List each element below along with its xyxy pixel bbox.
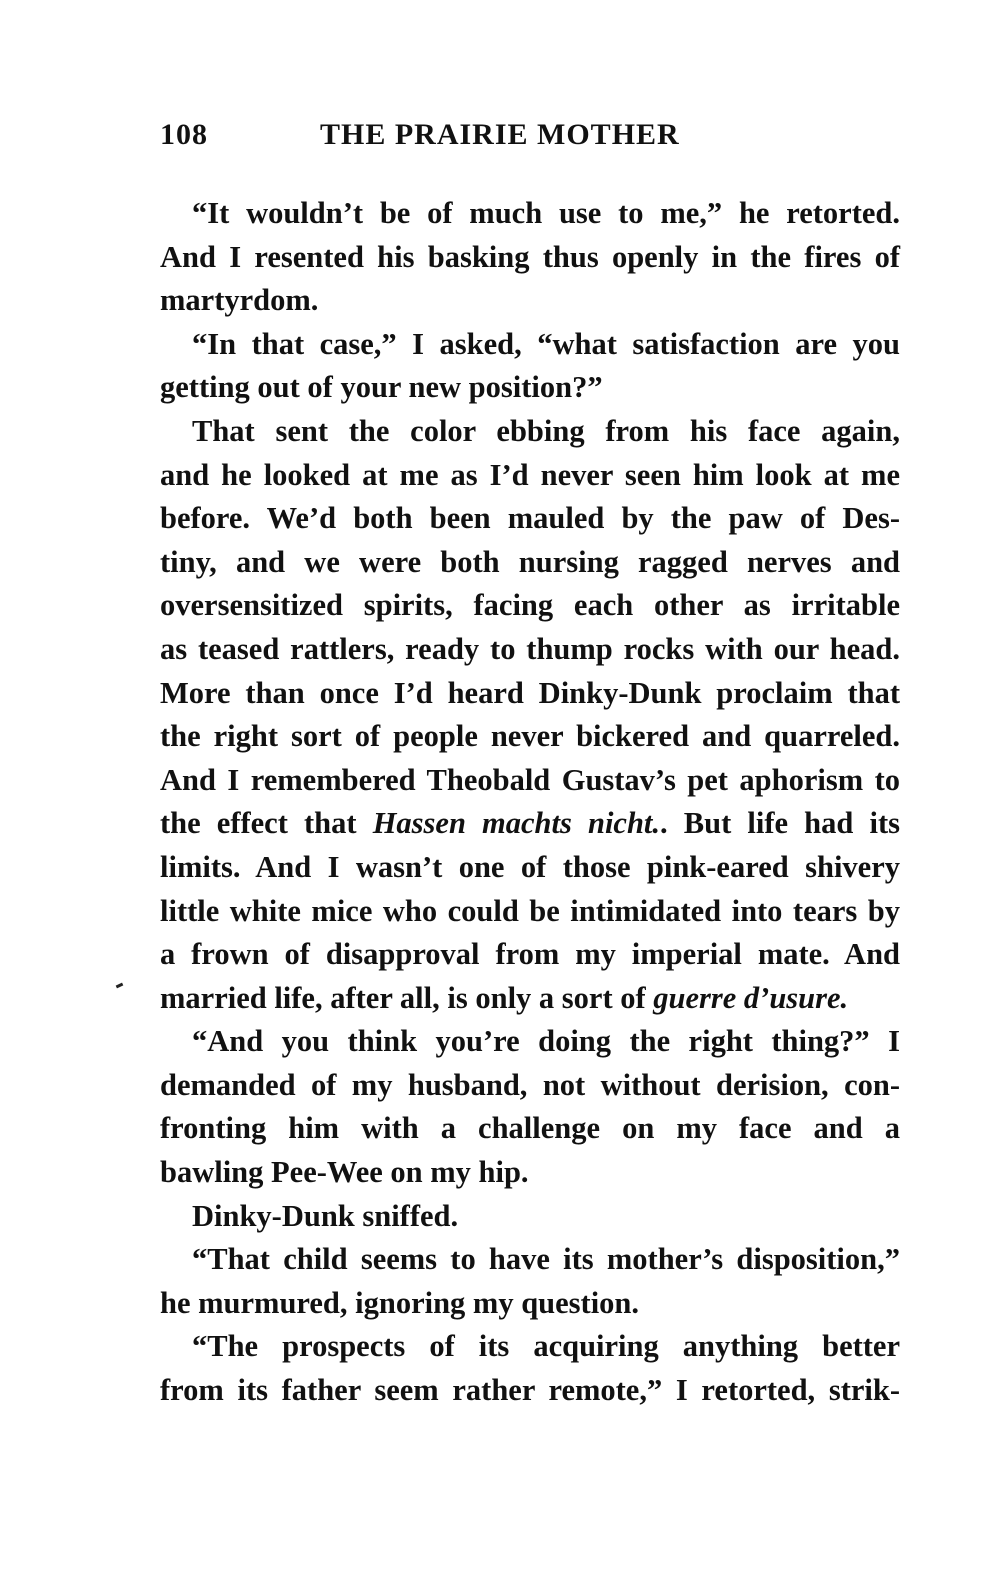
body-text	[160, 192, 900, 1413]
text-line: from its father seem rather remote,” I retorted, strik-	[160, 1373, 900, 1408]
text-segment: the effect that	[160, 806, 373, 841]
text-line: tiny, and we were both nursing ragged nerves and	[160, 544, 900, 579]
text-line: That sent the color ebbing from his face again,	[192, 413, 900, 448]
text-line: and he looked at me as I’d never seen him look at me	[160, 457, 900, 492]
text-line: demanded of my husband, not without derision, con-	[160, 1067, 900, 1102]
text-line: And I resented his basking thus openly in the fires of	[160, 239, 900, 274]
text-line: “And you think you’re doing the right thing?” I	[192, 1024, 900, 1059]
italic-phrase: Hassen machts nicht.	[372, 806, 661, 841]
text-line: oversensitized spirits, facing each other as irritable	[160, 588, 900, 623]
text-line: martyrdom.	[160, 283, 319, 318]
text-line: And I remembered Theobald Gustav’s pet aphorism to	[160, 762, 900, 797]
page-number: 108	[160, 118, 208, 151]
text-line: little white mice who could be intimidated into tears by	[160, 893, 900, 928]
text-line: he murmured, ignoring my question.	[160, 1285, 640, 1320]
running-title: THE PRAIRIE MOTHER	[320, 118, 680, 151]
text-line: “The prospects of its acquiring anything better	[192, 1329, 900, 1364]
text-line: “In that case,” I asked, “what satisfaction are you	[192, 326, 900, 361]
text-line: before. We’d both been mauled by the paw of Des-	[160, 501, 900, 536]
text-line: limits. And I wasn’t one of those pink-eared shivery	[160, 849, 900, 884]
text-line: a frown of disapproval from my imperial mate. And	[160, 937, 900, 972]
text-segment: married life, after all, is only a sort of	[160, 980, 654, 1015]
text-line: More than once I’d heard Dinky-Dunk proclaim that	[160, 675, 900, 710]
text-line: Dinky-Dunk sniffed.	[192, 1198, 459, 1233]
text-line: fronting him with a challenge on my face and a	[160, 1111, 900, 1146]
text-line: “That child seems to have its mother’s disposition,”	[192, 1242, 900, 1277]
text-line: bawling Pee-Wee on my hip.	[160, 1155, 529, 1190]
text-line: as teased rattlers, ready to thump rocks with our head.	[160, 631, 900, 666]
page-header	[160, 118, 900, 158]
text-line: the right sort of people never bickered and quarreled.	[160, 719, 900, 754]
italic-phrase: guerre d’usure.	[653, 980, 849, 1015]
text-line: “It wouldn’t be of much use to me,” he retorted.	[192, 196, 900, 230]
text-segment: . But life had its	[660, 806, 900, 841]
text-line-with-italic	[160, 802, 900, 846]
text-line: getting out of your new position?”	[160, 370, 603, 405]
text-line-with-italic	[160, 977, 900, 1021]
stray-ink-mark	[116, 983, 124, 989]
